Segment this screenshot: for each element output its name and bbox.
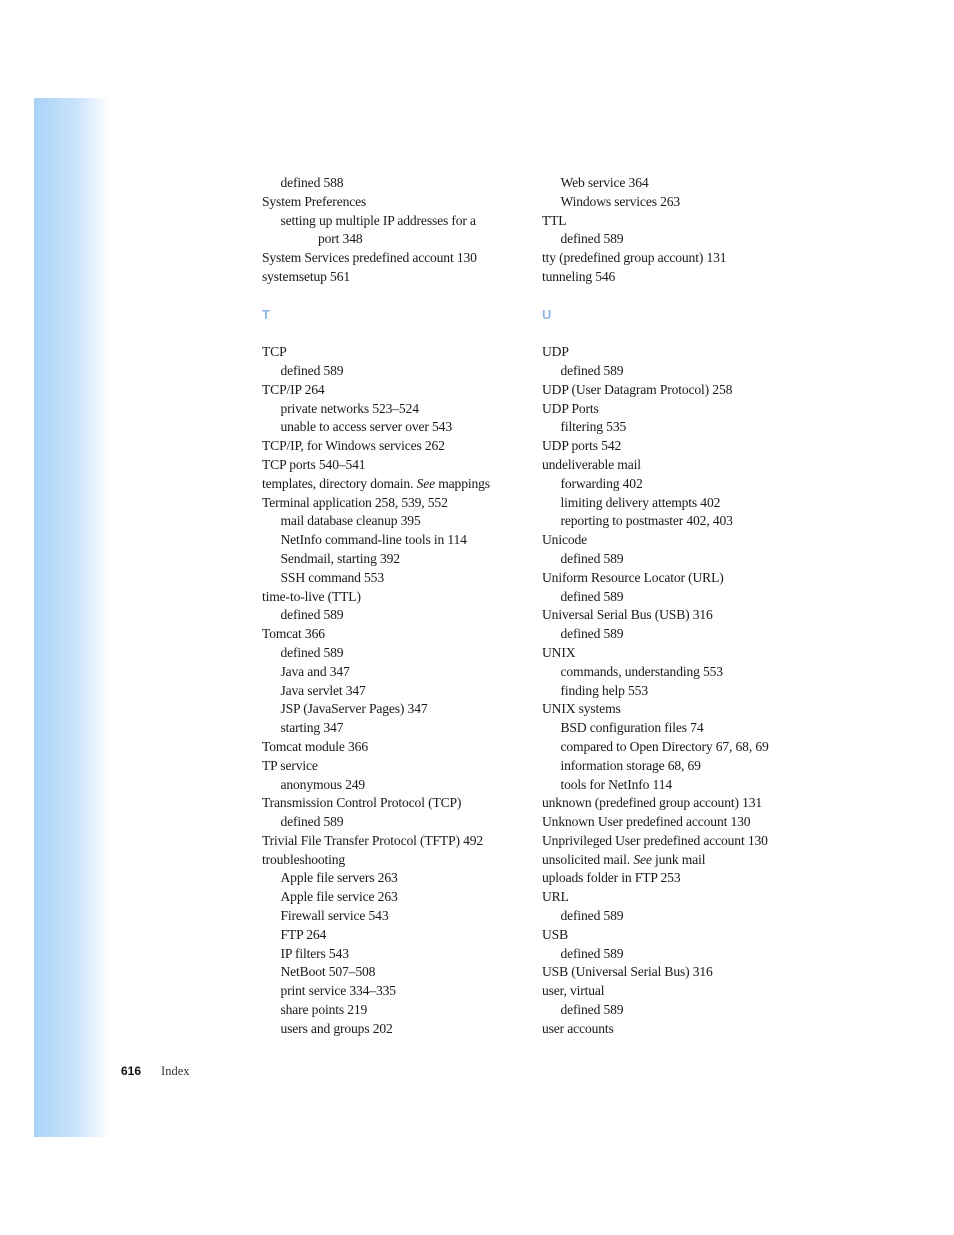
index-entry: tty (predefined group account) 131 [542,250,727,266]
index-subentry: mail database cleanup 395 [280,513,421,529]
index-subentry: JSP (JavaServer Pages) 347 [280,701,428,717]
index-subentry: Web service 364 [560,175,649,190]
index-subentry: tools for NetInfo 114 [560,776,672,792]
index-subentry: defined 589 [560,550,624,566]
page-number: 616 [121,1064,142,1078]
spacer [262,324,512,343]
index-entry: System Services predefined account 130 [262,250,477,266]
index-subentry: information storage 68, 69 [560,757,701,773]
index-subentry: starting 347 [280,720,344,736]
index-subentry: defined 589 [560,588,624,604]
index-entry: TCP ports 540–541 [262,456,366,472]
index-subentry: commands, understanding 553 [560,663,723,679]
index-entry: troubleshooting [262,851,346,867]
index-subentry: defined 589 [560,908,624,924]
index-entry: TCP [262,344,287,360]
index-subentry: defined 589 [560,362,624,378]
index-subentry: anonymous 249 [280,776,366,792]
see-target: junk mail [651,851,706,867]
index-entry: Trivial File Transfer Protocol (TFTP) 492 [262,832,484,848]
index-subentry: Windows services 263 [560,193,681,209]
index-entry: user accounts [542,1020,614,1036]
index-entry: UDP (User Datagram Protocol) 258 [542,381,733,397]
index-subentry: Java and 347 [280,663,350,679]
index-entry: UDP [542,344,569,360]
index-subentry: FTP 264 [280,926,327,942]
index-subentry: users and groups 202 [280,1020,393,1036]
entry-text: unsolicited mail. [542,851,634,867]
index-subentry: NetInfo command-line tools in 114 [280,532,467,548]
index-entry: uploads folder in FTP 253 [542,870,681,886]
index-subentry: private networks 523–524 [280,400,419,416]
index-subentry: Java servlet 347 [280,682,366,698]
index-entry: TCP/IP, for Windows services 262 [262,438,445,454]
index-subentry: forwarding 402 [560,475,643,491]
index-entry: USB (Universal Serial Bus) 316 [542,964,713,980]
index-column-right [542,174,792,1039]
index-entry: USB [542,926,568,942]
index-entry: TCP/IP 264 [262,381,325,397]
index-subentry: setting up multiple IP addresses for a [280,212,476,228]
index-subentry: Apple file service 263 [280,889,398,905]
section-letter: U [542,306,552,322]
index-subentry: reporting to postmaster 402, 403 [560,513,733,529]
index-subentry: finding help 553 [560,682,648,698]
index-entry: Unicode [542,532,588,548]
section-name: Index [161,1064,190,1078]
index-entry: Unknown User predefined account 130 [542,814,751,830]
index-subentry: print service 334–335 [280,983,396,999]
index-entry: tunneling 546 [542,268,616,284]
index-subentry: defined 589 [560,945,624,961]
index-entry: user, virtual [542,983,605,999]
index-entry: unknown (predefined group account) 131 [542,795,763,811]
index-subentry: unable to access server over 543 [280,419,452,435]
index-entry: undeliverable mail [542,456,641,472]
entry-text: templates, directory domain. [262,475,417,491]
index-subentry: filtering 535 [560,419,627,435]
index-entry: systemsetup 561 [262,268,350,284]
index-subentry: defined 589 [280,362,344,378]
side-color-band [34,98,110,1137]
index-subentry: Sendmail, starting 392 [280,550,400,566]
index-subentry: port 348 [318,231,363,247]
index-entry: time-to-live (TTL) [262,588,361,604]
index-entry: Uniform Resource Locator (URL) [542,569,724,585]
index-entry: TTL [542,212,567,228]
index-subentry: defined 589 [280,644,344,660]
index-subentry: Firewall service 543 [280,908,389,924]
index-subentry: defined 588 [280,175,344,190]
index-entry: Terminal application 258, 539, 552 [262,494,448,510]
index-entry: Tomcat module 366 [262,738,368,754]
index-subentry: share points 219 [280,1002,368,1018]
index-subentry: limiting delivery attempts 402 [560,494,721,510]
index-column-left [262,174,512,1039]
index-entry: Unprivileged User predefined account 130 [542,832,768,848]
index-entry: UNIX systems [542,701,621,717]
index-subentry: defined 589 [560,626,624,642]
spacer [262,287,512,306]
index-entry: System Preferences [262,193,367,209]
index-subentry: IP filters 543 [280,945,349,961]
spacer [542,324,792,343]
index-entry: Universal Serial Bus (USB) 316 [542,607,713,623]
page-footer [121,1062,190,1082]
index-entry [262,475,512,494]
index-subentry: compared to Open Directory 67, 68, 69 [560,738,769,754]
index-subentry: defined 589 [560,231,624,247]
index-entry: UDP ports 542 [542,438,622,454]
index-entry: Tomcat 366 [262,626,325,642]
index-subentry: defined 589 [280,607,344,623]
index-subentry: Apple file servers 263 [280,870,398,886]
see-target: mappings [435,475,490,491]
index-subentry: SSH command 553 [280,569,384,585]
index-entry: Transmission Control Protocol (TCP) [262,795,462,811]
index-subentry: defined 589 [560,1002,624,1018]
index-entry: URL [542,889,569,905]
spacer [542,287,792,306]
index-subentry: defined 589 [280,814,344,830]
index-entry [542,851,792,870]
index-subentry: BSD configuration files 74 [560,720,704,736]
index-entry: UNIX [542,644,576,660]
index-entry: TP service [262,757,318,773]
index-subentry: NetBoot 507–508 [280,964,376,980]
see-reference: See [416,475,435,491]
see-reference: See [633,851,652,867]
section-letter: T [262,306,270,322]
index-entry: UDP Ports [542,400,599,416]
